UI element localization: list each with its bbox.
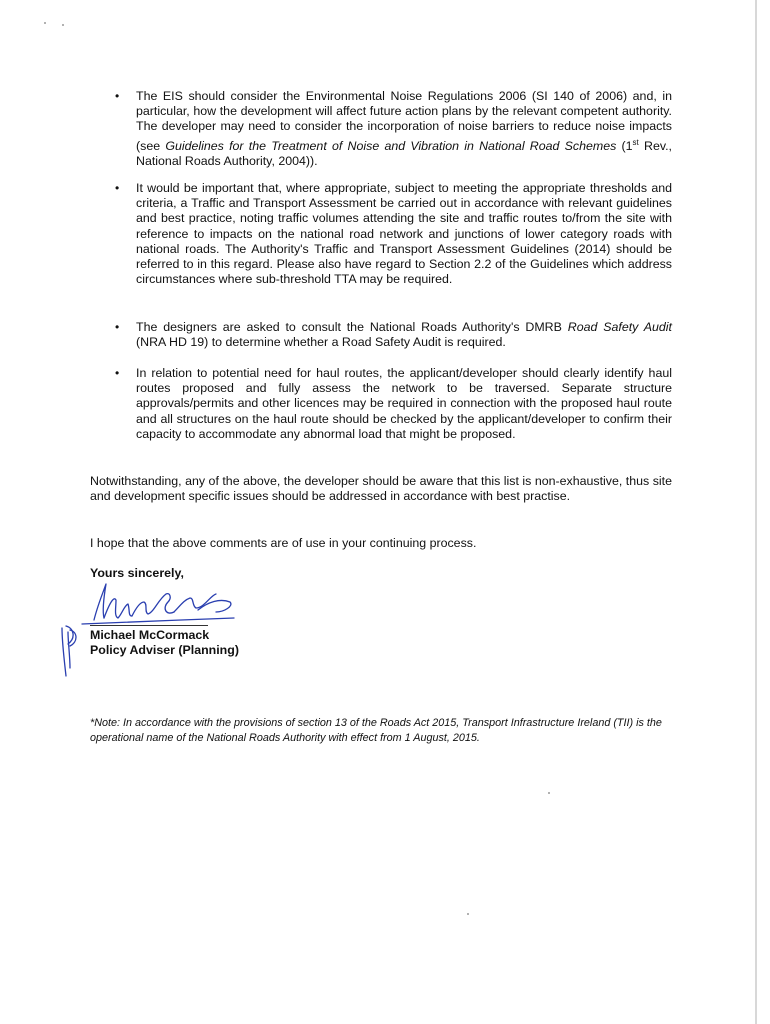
bullet-item-traffic xyxy=(136,181,672,287)
scan-speck xyxy=(44,22,46,24)
bullet-text: In relation to potential need for haul routes, the applicant/developer should clearly identify haul routes proposed and fully assess the network to be traversed. Separate structure approvals/permits and other licences may be required in connection with the proposed haul route and all structures on the haul route should be checked by the applicant/developer to confirm their capacity to accommodate any abnormal load that might be proposed. xyxy=(136,366,672,441)
scan-speck xyxy=(62,24,64,26)
bullet-marker: • xyxy=(115,181,120,195)
signature-line xyxy=(90,625,208,626)
handwritten-signature xyxy=(74,572,254,632)
bullet-text: (1 xyxy=(616,138,633,153)
bullet-marker: • xyxy=(115,89,120,103)
scan-speck xyxy=(467,913,469,915)
footnote: *Note: In accordance with the provisions of section 13 of the Roads Act 2015, Transport Infrastructure Ireland (TII) is the operational name of the National Roads Authority with effect from 1 August, 2015. xyxy=(90,717,662,744)
bullet-text: Rev., National Roads Authority, 2004)). xyxy=(136,138,673,168)
signatory-name: Michael McCormack xyxy=(90,628,210,642)
bullet-text-italic: Road Safety Audit xyxy=(567,320,672,334)
ordinal-superscript: st xyxy=(632,137,639,147)
bullet-text: The EIS should consider the Environmental Noise Regulations 2006 (SI 140 of 2006) and, in particular, how the development will affect future action plans by the relevant competent authority. The developer may need to consider the incorporation of noise barriers to reduce noise impacts (see xyxy=(136,89,672,153)
signatory-title: Policy Adviser (Planning) xyxy=(90,643,239,657)
valediction: Yours sincerely, xyxy=(90,566,184,580)
page-edge-shadow xyxy=(755,0,757,1024)
bullet-text: It would be important that, where appropriate, subject to meeting the appropriate thresholds and criteria, a Traffic and Transport Assessment be carried out in accordance with relevant guidelines and best practice, noting traffic volumes attending the site and traffic routes to/from the site with reference to impacts on the national road network and junctions of lower category roads with national roads. The Authority's Traffic and Transport Assessment Guidelines (2014) should be referred to in this regard. Please also have regard to Section 2.2 of the Guidelines which address circumstances where sub-threshold TTA may be required. xyxy=(136,181,672,287)
bullet-text: The designers are asked to consult the National Roads Authority's DMRB xyxy=(136,320,568,334)
bullet-marker: • xyxy=(115,320,120,334)
scan-speck xyxy=(548,792,550,794)
closing-remark: I hope that the above comments are of use in your continuing process. xyxy=(90,536,477,550)
bullet-item-noise xyxy=(136,89,672,169)
bullet-item-safety-audit xyxy=(136,320,672,350)
bullet-item-haul-routes xyxy=(136,366,672,442)
bullet-marker: • xyxy=(115,366,120,380)
bullet-text-italic: Guidelines for the Treatment of Noise and Vibration in National Road Schemes xyxy=(165,138,617,153)
initials-mark xyxy=(56,622,80,682)
bullet-text: (NRA HD 19) to determine whether a Road Safety Audit is required. xyxy=(136,335,506,350)
notwithstanding-paragraph: Notwithstanding, any of the above, the developer should be aware that this list is non-exhaustive, thus site and development specific issues should be addressed in accordance with best practise. xyxy=(90,474,672,504)
